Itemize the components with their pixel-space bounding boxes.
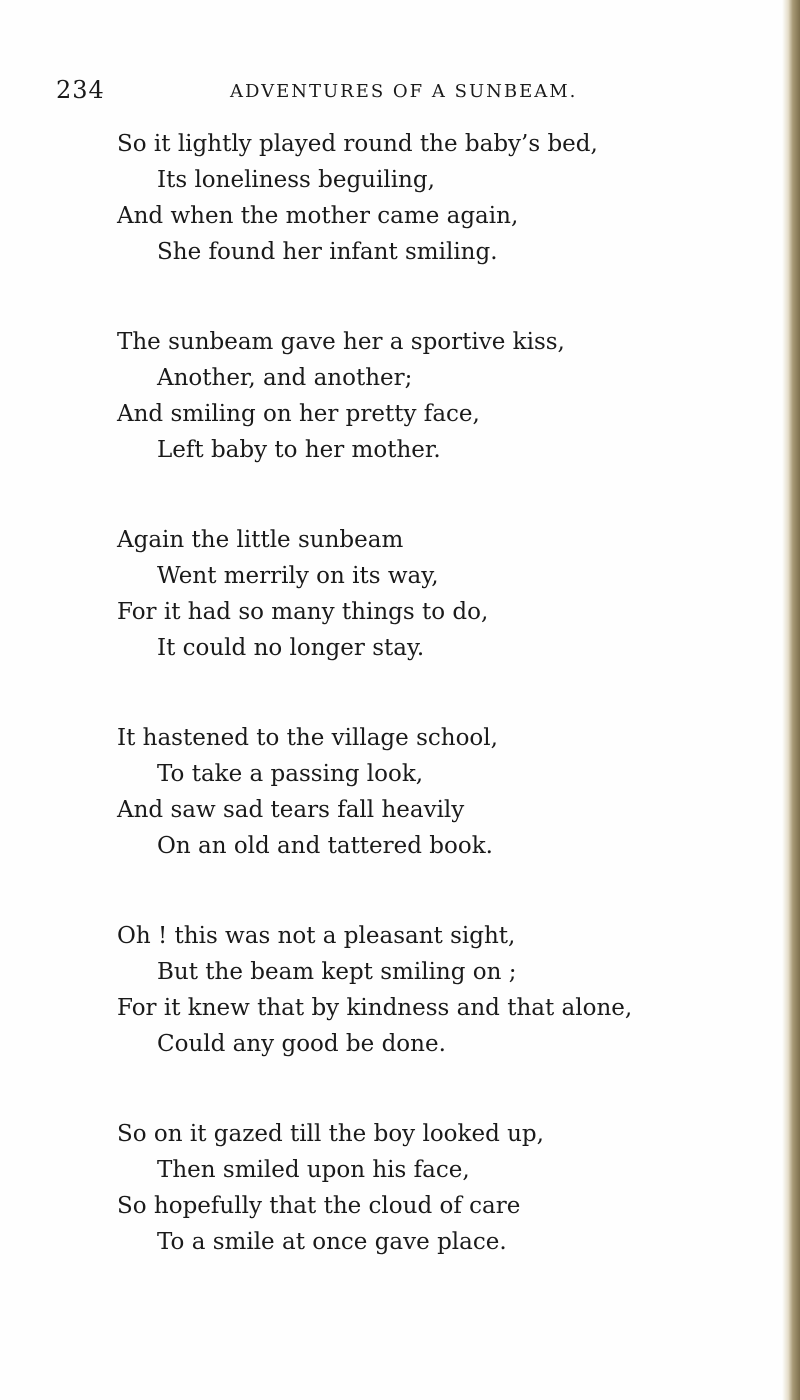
stanza (117, 720, 777, 864)
poem-body (117, 126, 777, 1260)
poem-line: On an old and tattered book. (157, 833, 493, 859)
poem-line: To a smile at once gave place. (157, 1229, 507, 1255)
poem-line: And smiling on her pretty face, (117, 401, 480, 427)
poem-line: For it had so many things to do, (117, 599, 489, 625)
stanza-break (117, 1062, 777, 1116)
stanza (117, 1116, 777, 1260)
poem-line: It hastened to the village school, (117, 725, 498, 751)
poem-line: Oh ! this was not a pleasant sight, (117, 923, 516, 949)
poem-line: Another, and another; (157, 365, 413, 391)
poem-line: But the beam kept smiling on ; (157, 959, 517, 985)
poem-line: Went merrily on its way, (157, 563, 439, 589)
stanza (117, 126, 777, 270)
stanza-break (117, 666, 777, 720)
poem-line: To take a passing look, (157, 761, 424, 787)
poem-line: For it knew that by kindness and that alone, (117, 995, 633, 1021)
poem-line: Its loneliness beguiling, (157, 167, 435, 193)
stanza-break (117, 864, 777, 918)
stanza (117, 522, 777, 666)
poem-line: And when the mother came again, (117, 203, 519, 229)
poem-line: Then smiled upon his face, (157, 1157, 470, 1183)
poem-line: The sunbeam gave her a sportive kiss, (117, 329, 565, 355)
poem-line: Left baby to her mother. (157, 437, 441, 463)
poem-line: Again the little sunbeam (117, 527, 404, 553)
poem-line: So it lightly played round the baby’s bed, (117, 131, 598, 157)
page-header (56, 76, 696, 106)
stanza (117, 918, 777, 1062)
running-title: ADVENTURES OF A SUNBEAM. (230, 81, 578, 102)
poem-line: It could no longer stay. (157, 635, 425, 661)
poem-line: Could any good be done. (157, 1031, 446, 1057)
page-edge (782, 0, 800, 1400)
stanza (117, 324, 777, 468)
stanza-break (117, 468, 777, 522)
poem-line: And saw sad tears fall heavily (117, 797, 465, 823)
page-number: 234 (56, 76, 105, 104)
poem-line: So hopefully that the cloud of care (117, 1193, 521, 1219)
poem-line: So on it gazed till the boy looked up, (117, 1121, 544, 1147)
stanza-break (117, 270, 777, 324)
poem-line: She found her infant smiling. (157, 239, 498, 265)
